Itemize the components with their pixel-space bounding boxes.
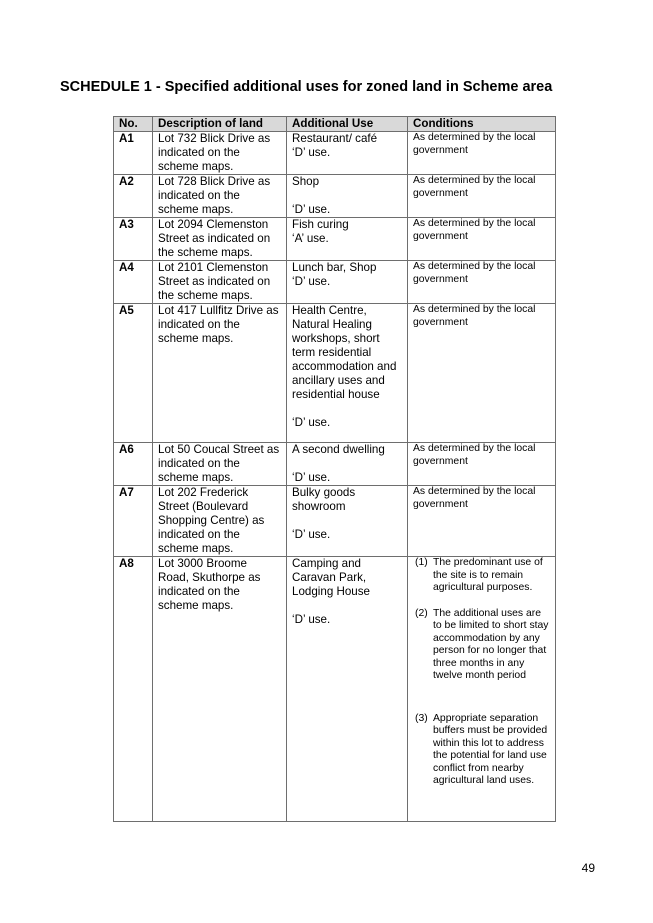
header-conditions: Conditions bbox=[408, 117, 556, 132]
cell-conditions: As determined by the local government bbox=[408, 443, 556, 486]
page-number: 49 bbox=[581, 861, 595, 875]
condition-number: (3) bbox=[415, 712, 428, 724]
use-line: Shop bbox=[292, 175, 320, 188]
use-line: ‘D’ use. bbox=[292, 203, 331, 216]
condition-item bbox=[413, 713, 550, 788]
cell-no: A6 bbox=[114, 443, 153, 486]
use-spacer bbox=[292, 514, 402, 528]
table-row bbox=[114, 175, 556, 218]
use-line: ‘D’ use. bbox=[292, 146, 331, 159]
cell-conditions: As determined by the local government bbox=[408, 175, 556, 218]
use-line: ‘A’ use. bbox=[292, 232, 329, 245]
cell-use bbox=[287, 304, 408, 443]
cell-no: A4 bbox=[114, 261, 153, 304]
condition-text: The additional uses are to be limited to short stay accommodation by any person for no longer that three months in any twelve month period bbox=[433, 607, 549, 681]
use-line: ‘D’ use. bbox=[292, 613, 331, 626]
condition-text: Appropriate separation buffers must be provided within this lot to address the potential for land use conflict from nearby agricultural land uses. bbox=[433, 712, 548, 786]
table-header-row bbox=[114, 117, 556, 132]
use-line: Lunch bar, Shop bbox=[292, 261, 377, 274]
condition-item bbox=[413, 557, 550, 595]
cell-description: Lot 732 Blick Drive as indicated on the scheme maps. bbox=[153, 132, 287, 175]
condition-item bbox=[413, 608, 550, 683]
use-spacer bbox=[292, 402, 402, 416]
header-description: Description of land bbox=[153, 117, 287, 132]
use-line: A second dwelling bbox=[292, 443, 385, 456]
cell-description: Lot 202 Frederick Street (Boulevard Shopping Centre) as indicated on the scheme maps. bbox=[153, 486, 287, 557]
cell-use bbox=[287, 175, 408, 218]
use-line: Camping and Caravan Park, Lodging House bbox=[292, 557, 370, 598]
cell-use bbox=[287, 557, 408, 822]
condition-text: The predominant use of the site is to remain agricultural purposes. bbox=[433, 557, 543, 593]
cell-description: Lot 3000 Broome Road, Skuthorpe as indicated on the scheme maps. bbox=[153, 557, 287, 822]
table-row bbox=[114, 132, 556, 175]
cell-conditions bbox=[408, 557, 556, 822]
use-line: Fish curing bbox=[292, 218, 349, 231]
use-line: ‘D’ use. bbox=[292, 416, 331, 429]
table-row bbox=[114, 443, 556, 486]
cell-no: A1 bbox=[114, 132, 153, 175]
cell-description: Lot 728 Blick Drive as indicated on the scheme maps. bbox=[153, 175, 287, 218]
cell-conditions: As determined by the local government bbox=[408, 486, 556, 557]
use-line: ‘D’ use. bbox=[292, 275, 331, 288]
use-spacer bbox=[292, 599, 402, 613]
table-row bbox=[114, 304, 556, 443]
cell-no: A2 bbox=[114, 175, 153, 218]
table-row bbox=[114, 557, 556, 822]
cell-no: A8 bbox=[114, 557, 153, 822]
condition-number: (2) bbox=[415, 607, 428, 619]
cell-use bbox=[287, 218, 408, 261]
use-line: ‘D’ use. bbox=[292, 528, 331, 541]
use-line: Restaurant/ café bbox=[292, 132, 378, 145]
cell-conditions: As determined by the local government bbox=[408, 304, 556, 443]
table-row bbox=[114, 261, 556, 304]
cell-conditions: As determined by the local government bbox=[408, 261, 556, 304]
cell-no: A5 bbox=[114, 304, 153, 443]
schedule-table bbox=[113, 116, 556, 822]
cell-use bbox=[287, 132, 408, 175]
cell-no: A7 bbox=[114, 486, 153, 557]
conditions-list bbox=[413, 557, 550, 788]
condition-number: (1) bbox=[415, 557, 428, 568]
use-line: ‘D’ use. bbox=[292, 471, 331, 484]
use-spacer bbox=[292, 457, 402, 471]
table-row bbox=[114, 218, 556, 261]
cell-conditions: As determined by the local government bbox=[408, 132, 556, 175]
cell-description: Lot 2101 Clemenston Street as indicated on the scheme maps. bbox=[153, 261, 287, 304]
cell-use bbox=[287, 486, 408, 557]
header-no: No. bbox=[114, 117, 153, 132]
cell-conditions: As determined by the local government bbox=[408, 218, 556, 261]
cell-use bbox=[287, 261, 408, 304]
header-additional-use: Additional Use bbox=[287, 117, 408, 132]
cell-description: Lot 2094 Clemenston Street as indicated on the scheme maps. bbox=[153, 218, 287, 261]
page-title: SCHEDULE 1 - Specified additional uses for zoned land in Scheme area bbox=[60, 79, 553, 95]
cell-no: A3 bbox=[114, 218, 153, 261]
cell-use bbox=[287, 443, 408, 486]
use-line: Health Centre, Natural Healing workshops, short term residential accommodation and ancillary uses and residential house bbox=[292, 304, 397, 401]
cell-description: Lot 50 Coucal Street as indicated on the scheme maps. bbox=[153, 443, 287, 486]
use-line: Bulky goods showroom bbox=[292, 486, 356, 513]
use-spacer bbox=[292, 189, 402, 203]
cell-description: Lot 417 Lullfitz Drive as indicated on the scheme maps. bbox=[153, 304, 287, 443]
table-row bbox=[114, 486, 556, 557]
